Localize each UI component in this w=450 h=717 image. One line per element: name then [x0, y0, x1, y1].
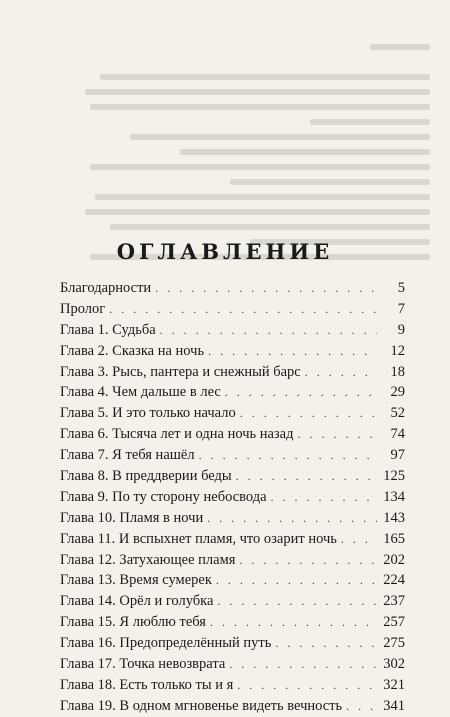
toc-entry: [60, 278, 405, 299]
toc-entry: [60, 570, 405, 591]
dot-leader: [155, 278, 377, 299]
toc-entry-page-number: 18: [390, 363, 405, 380]
dot-leader: [216, 570, 377, 591]
toc-entry-title: Глава 1. Судьба: [60, 321, 156, 338]
dot-leader: [208, 341, 377, 362]
dot-leader: [236, 466, 377, 487]
toc-entry: [60, 424, 405, 445]
toc-entry-title: Благодарности: [60, 280, 152, 296]
toc-entry: [60, 299, 405, 320]
toc-entry-title: Глава 2. Сказка на ночь: [60, 342, 205, 359]
toc-entry-page-number: 341: [383, 697, 405, 714]
toc-entry-page-number: 237: [383, 593, 405, 610]
toc-entry-title: Глава 17. Точка невозврата: [60, 656, 226, 673]
toc-entry-title: Глава 18. Есть только ты и я: [60, 676, 234, 693]
toc-entry-page-number: 74: [390, 426, 405, 443]
toc-entry-page-number: 224: [383, 572, 405, 589]
toc-entry-title: Глава 11. И вспыхнет пламя, что озарит ночь: [60, 530, 337, 547]
toc-entry-title: Глава 7. Я тебя нашёл: [60, 447, 195, 464]
dot-leader: [207, 508, 377, 529]
toc-entry-title: Глава 13. Время сумерек: [60, 572, 212, 589]
toc-entry: [60, 550, 405, 571]
toc-entry: [60, 696, 405, 717]
dot-leader: [225, 382, 377, 403]
dot-leader: [341, 529, 377, 550]
page-title: ОГЛАВЛЕНИЕ: [116, 239, 334, 264]
dot-leader: [346, 696, 377, 717]
toc-entry: [60, 445, 405, 466]
toc-entry-page-number: 52: [390, 405, 405, 422]
toc-entry: [60, 466, 405, 487]
dot-leader: [297, 424, 377, 445]
toc-entry-title: Глава 19. В одном мгновенье видеть вечность: [60, 697, 343, 714]
toc-entry-page-number: 165: [383, 530, 405, 547]
dot-leader: [217, 591, 377, 612]
toc-entry-title: Глава 4. Чем дальше в лес: [60, 384, 221, 401]
toc-entry-title: Глава 5. И это только начало: [60, 405, 236, 422]
toc-entry-page-number: 97: [390, 447, 405, 464]
dot-leader: [239, 550, 377, 571]
toc-entry-title: Глава 3. Рысь, пантера и снежный барс: [60, 363, 301, 380]
toc-entry-title: Глава 9. По ту сторону небосвода: [60, 488, 267, 505]
dot-leader: [271, 487, 377, 508]
toc-entry-page-number: 134: [383, 488, 405, 505]
dot-leader: [229, 654, 377, 675]
toc-entry: [60, 529, 405, 550]
toc-entry-page-number: 125: [383, 468, 405, 485]
toc-entry-page-number: 29: [390, 384, 405, 401]
toc-entry-page-number: 143: [383, 509, 405, 526]
toc-entry: [60, 508, 405, 529]
dot-leader: [109, 299, 377, 320]
dot-leader: [199, 445, 377, 466]
dot-leader: [275, 633, 377, 654]
toc-entry-page-number: 7: [397, 300, 405, 317]
toc-entry: [60, 654, 405, 675]
toc-entry: [60, 612, 405, 633]
toc-entry-title: Глава 10. Пламя в ночи: [60, 509, 204, 526]
toc-entry-title: Пролог: [60, 300, 106, 317]
toc-entry: [60, 320, 405, 341]
toc-entry: [60, 362, 405, 383]
toc-entry-title: Глава 15. Я люблю тебя: [60, 614, 206, 631]
dot-leader: [240, 403, 377, 424]
dot-leader: [160, 320, 377, 341]
dot-leader: [305, 362, 377, 383]
toc-entry-page-number: 257: [383, 614, 405, 631]
toc-entry: [60, 382, 405, 403]
toc-entry-page-number: 202: [383, 551, 405, 568]
toc-entry-page-number: 9: [397, 321, 405, 338]
toc-entry-page-number: 302: [383, 656, 405, 673]
toc-entry-title: Глава 14. Орёл и голубка: [60, 593, 214, 610]
toc-entry: [60, 633, 405, 654]
toc-entry: [60, 487, 405, 508]
toc-entry-page-number: 12: [390, 342, 405, 359]
toc-entry-page-number: 5: [397, 280, 405, 296]
toc-entry-page-number: 321: [383, 676, 405, 693]
toc-entry: [60, 341, 405, 362]
toc-entry-title: Глава 12. Затухающее пламя: [60, 551, 236, 568]
toc-entry-title: Глава 8. В преддверии беды: [60, 468, 232, 485]
toc-entry-title: Глава 16. Предопределённый путь: [60, 635, 272, 652]
table-of-contents: [60, 278, 405, 717]
toc-entry-page-number: 275: [383, 635, 405, 652]
toc-entry-title: Глава 6. Тысяча лет и одна ночь назад: [60, 426, 294, 443]
toc-entry: [60, 591, 405, 612]
bleed-through-text: [70, 40, 430, 270]
dot-leader: [210, 612, 377, 633]
toc-entry: [60, 403, 405, 424]
